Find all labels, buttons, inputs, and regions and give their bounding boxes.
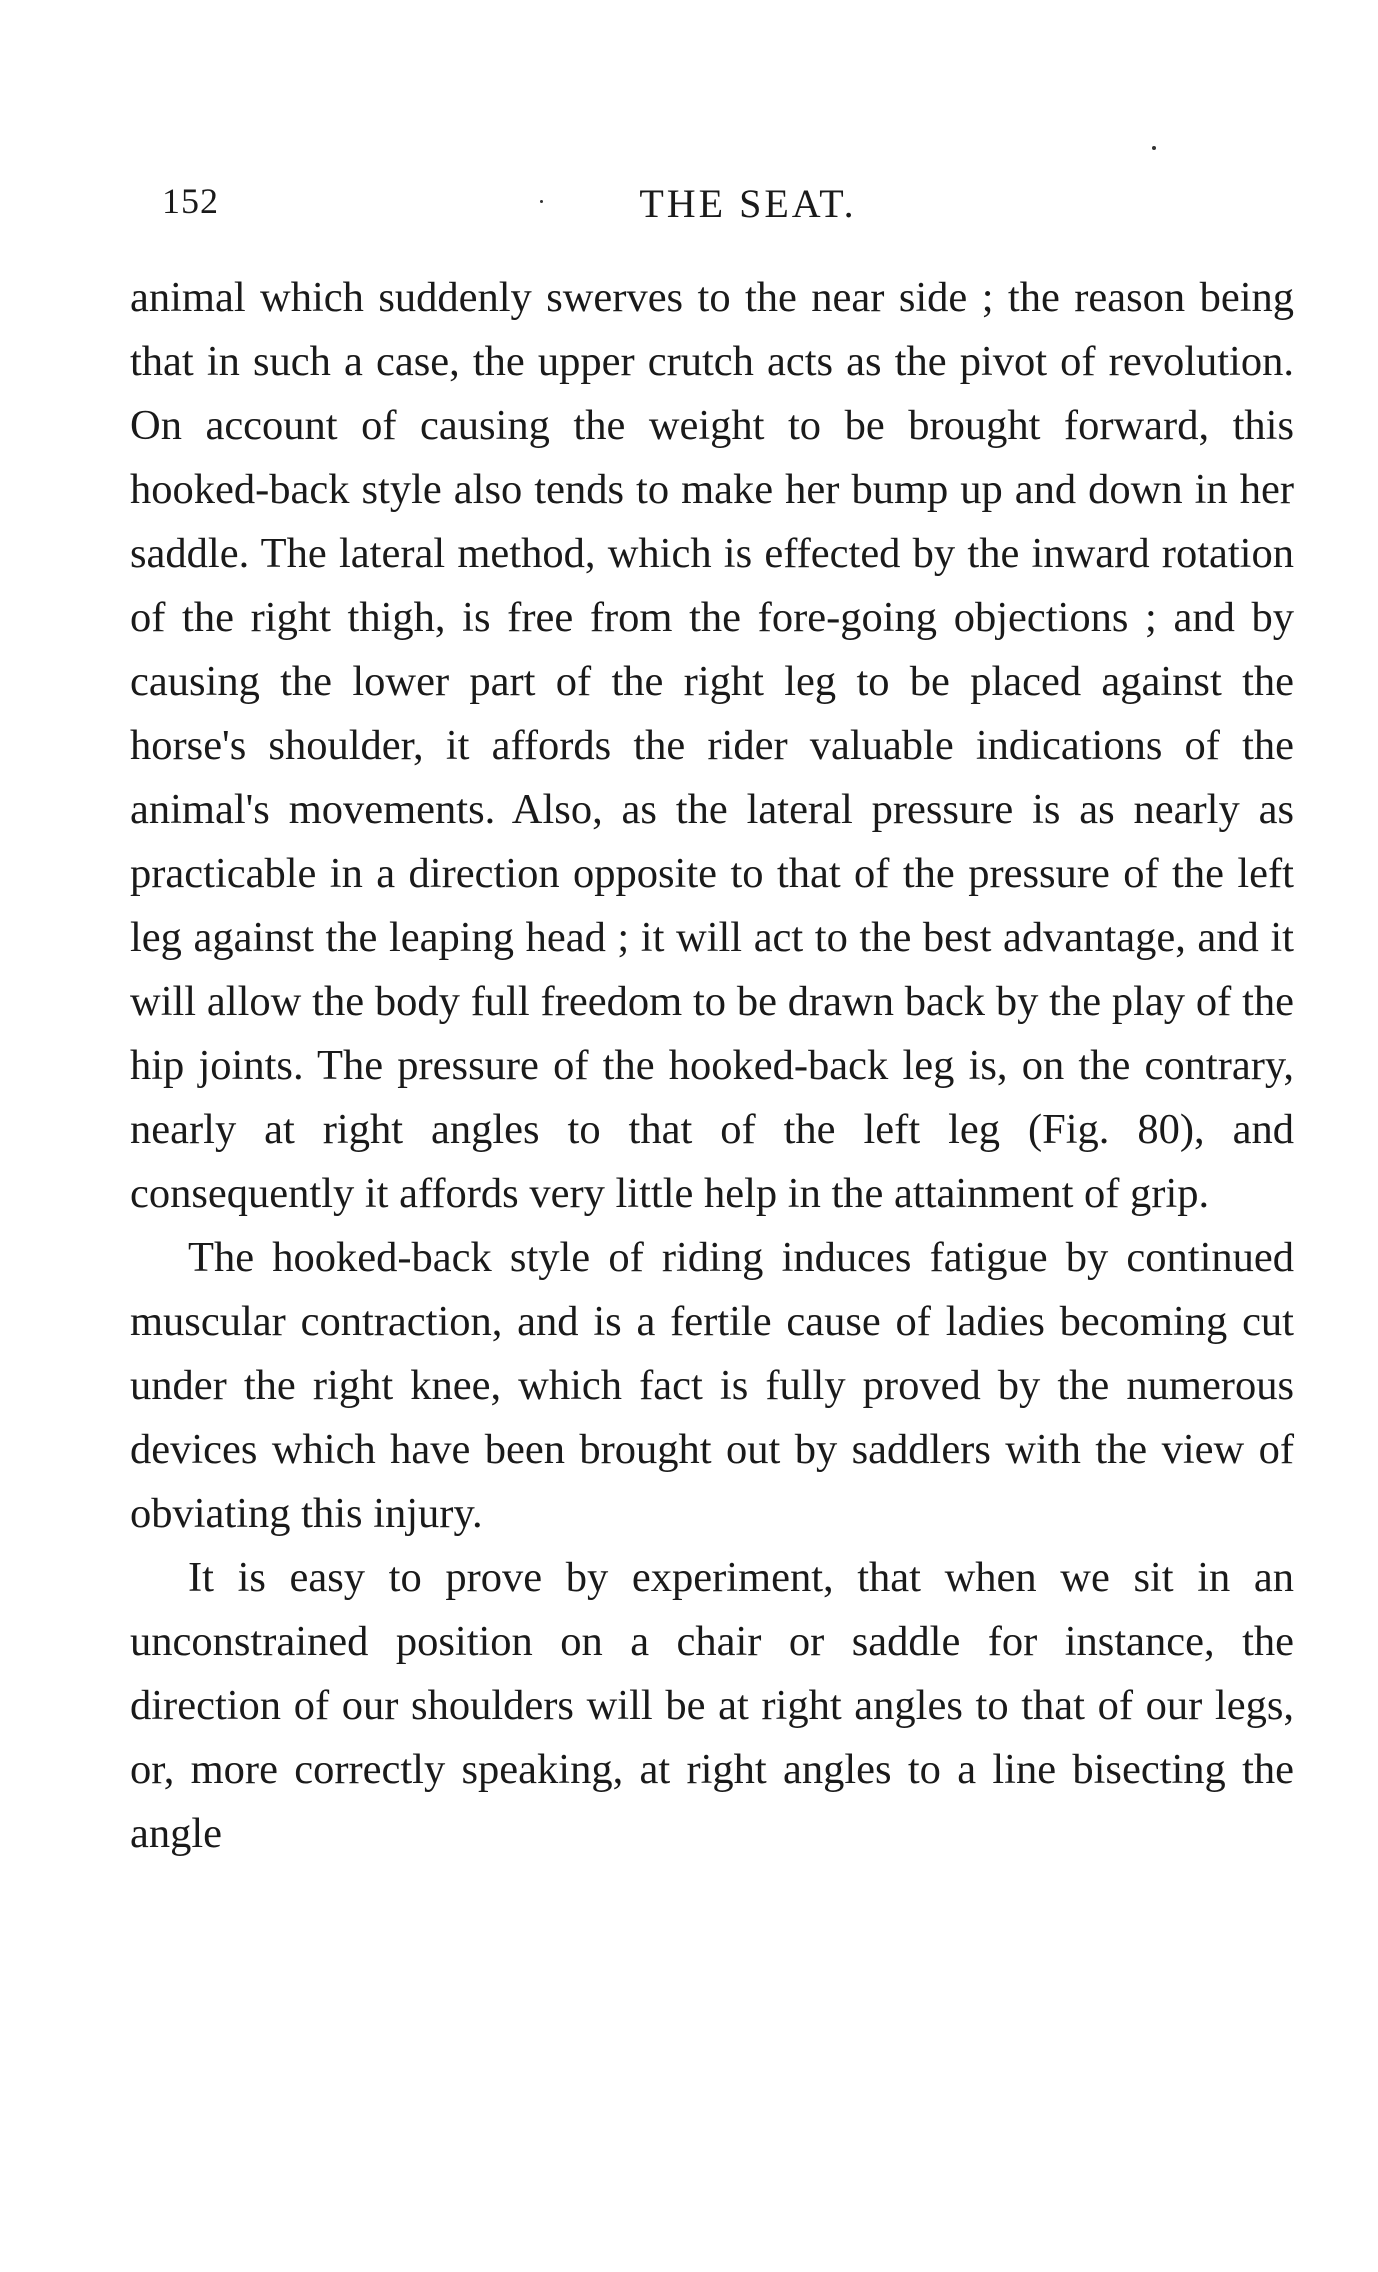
page-number: 152 <box>162 181 219 221</box>
running-head-title: THE SEAT. <box>639 181 857 226</box>
paragraph-3: It is easy to prove by experiment, that when we sit in an unconstrained position on a chair or saddle for instance, the direction of our shoulders will be at right angles to that of our legs, or, more correctly speaking, at right angles to a line bisecting the angle <box>130 1554 1294 1857</box>
page-header <box>162 180 1294 230</box>
paragraph-2: The hooked-back style of riding induces fatigue by continued muscular contraction, and is a fertile cause of ladies becoming cut under the right knee, which fact is fully proved by the numerous devices which have been brought out by saddlers with the view of obviating this injury. <box>130 1234 1294 1537</box>
print-speck <box>540 200 543 203</box>
print-speck <box>1152 146 1156 150</box>
paragraph-1: animal which suddenly swerves to the near side ; the reason being that in such a case, the upper crutch acts as the pivot of revolution. On account of causing the weight to be brought forward, this hooked-back style also tends to make her bump up and down in her saddle. The lateral method, which is effected by the inward rotation of the right thigh, is free from the fore-going objections ; and by causing the lower part of the right leg to be placed against the horse's shoulder, it affords the rider valuable indications of the animal's movements. Also, as the lateral pressure is as nearly as practicable in a direction opposite to that of the pressure of the left leg against the leaping head ; it will act to the best advantage, and it will allow the body full freedom to be drawn back by the play of the hip joints. The pressure of the hooked-back leg is, on the contrary, nearly at right angles to that of the left leg (Fig. 80), and consequently it affords very little help in the attainment of grip. <box>130 274 1294 1217</box>
body-text <box>130 266 1294 1866</box>
